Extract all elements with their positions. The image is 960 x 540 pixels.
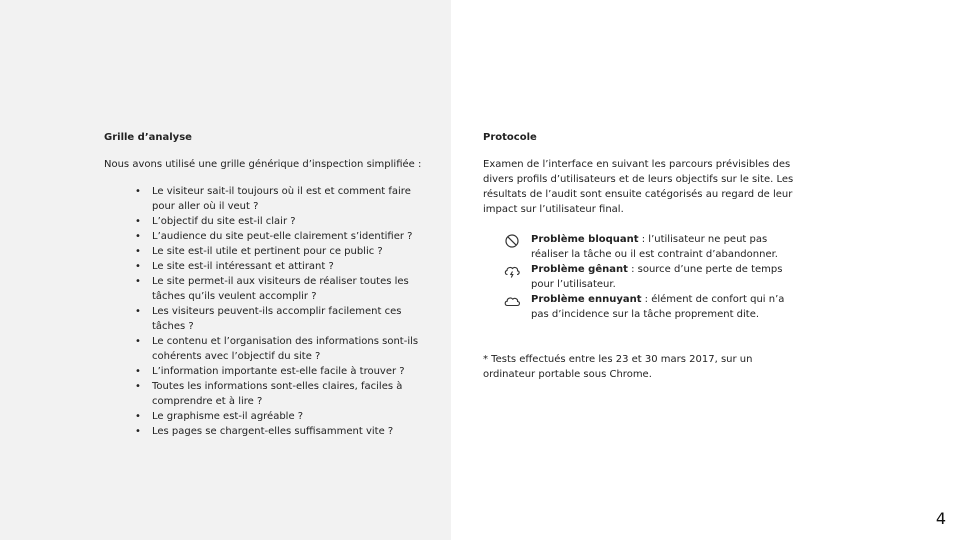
legend-item-blocking (483, 232, 803, 262)
legend-title: Problème ennuyant (531, 294, 642, 305)
list-item: • L’audience du site peut-elle clairement s’identifier ? (152, 229, 434, 244)
protocol-text: Examen de l’interface en suivant les parcours prévisibles des divers profils d’utilisateurs et de leurs objectifs sur le site. Les résultats de l’audit sont ensuite catégorisés au regard de leur impact sur l’utilisateur final. (483, 159, 794, 215)
cloud-icon (503, 294, 521, 308)
legend-item-annoying (483, 262, 803, 292)
list-item: • Le site permet-il aux visiteurs de réaliser toutes les tâches qu’ils veulent accomplir ? (152, 274, 434, 304)
blocked-icon (503, 234, 521, 248)
list-item: • Le visiteur sait-il toujours où il est et comment faire pour aller où il veut ? (152, 184, 434, 214)
protocol-section (483, 130, 803, 382)
legend-description: : l’utilisateur ne peut pas réaliser la tâche ou il est contraint d’abandonner. (531, 234, 778, 260)
list-item: • Les visiteurs peuvent-ils accomplir facilement ces tâches ? (152, 304, 434, 334)
page-number: 4 (935, 509, 946, 528)
list-item: • Le site est-il intéressant et attirant ? (152, 259, 434, 274)
legend-item-minor (483, 292, 803, 322)
severity-legend (483, 232, 803, 322)
analysis-checklist (104, 184, 434, 439)
legend-description: : élément de confort qui n’a pas d’incidence sur la tâche proprement dite. (531, 294, 785, 320)
list-item: • L’information importante est-elle facile à trouver ? (152, 364, 434, 379)
list-item: • Toutes les informations sont-elles claires, faciles à comprendre et à lire ? (152, 379, 434, 409)
footnote: * Tests effectués entre les 23 et 30 mars 2017, sur un ordinateur portable sous Chrome. (483, 354, 753, 380)
storm-cloud-icon (503, 264, 521, 278)
list-item: • Les pages se chargent-elles suffisamment vite ? (152, 424, 434, 439)
analysis-grid-section (104, 130, 434, 439)
list-item: • Le contenu et l’organisation des informations sont-ils cohérents avec l’objectif du site ? (152, 334, 434, 364)
analysis-grid-heading: Grille d’analyse (104, 132, 192, 143)
list-item: • Le graphisme est-il agréable ? (152, 409, 434, 424)
legend-title: Problème bloquant (531, 234, 639, 245)
protocol-heading: Protocole (483, 132, 537, 143)
legend-title: Problème gênant (531, 264, 628, 275)
analysis-grid-intro: Nous avons utilisé une grille générique d’inspection simplifiée : (104, 159, 422, 170)
list-item: • Le site est-il utile et pertinent pour ce public ? (152, 244, 434, 259)
legend-description: : source d’une perte de temps pour l’utilisateur. (531, 264, 783, 290)
list-item: • L’objectif du site est-il clair ? (152, 214, 434, 229)
